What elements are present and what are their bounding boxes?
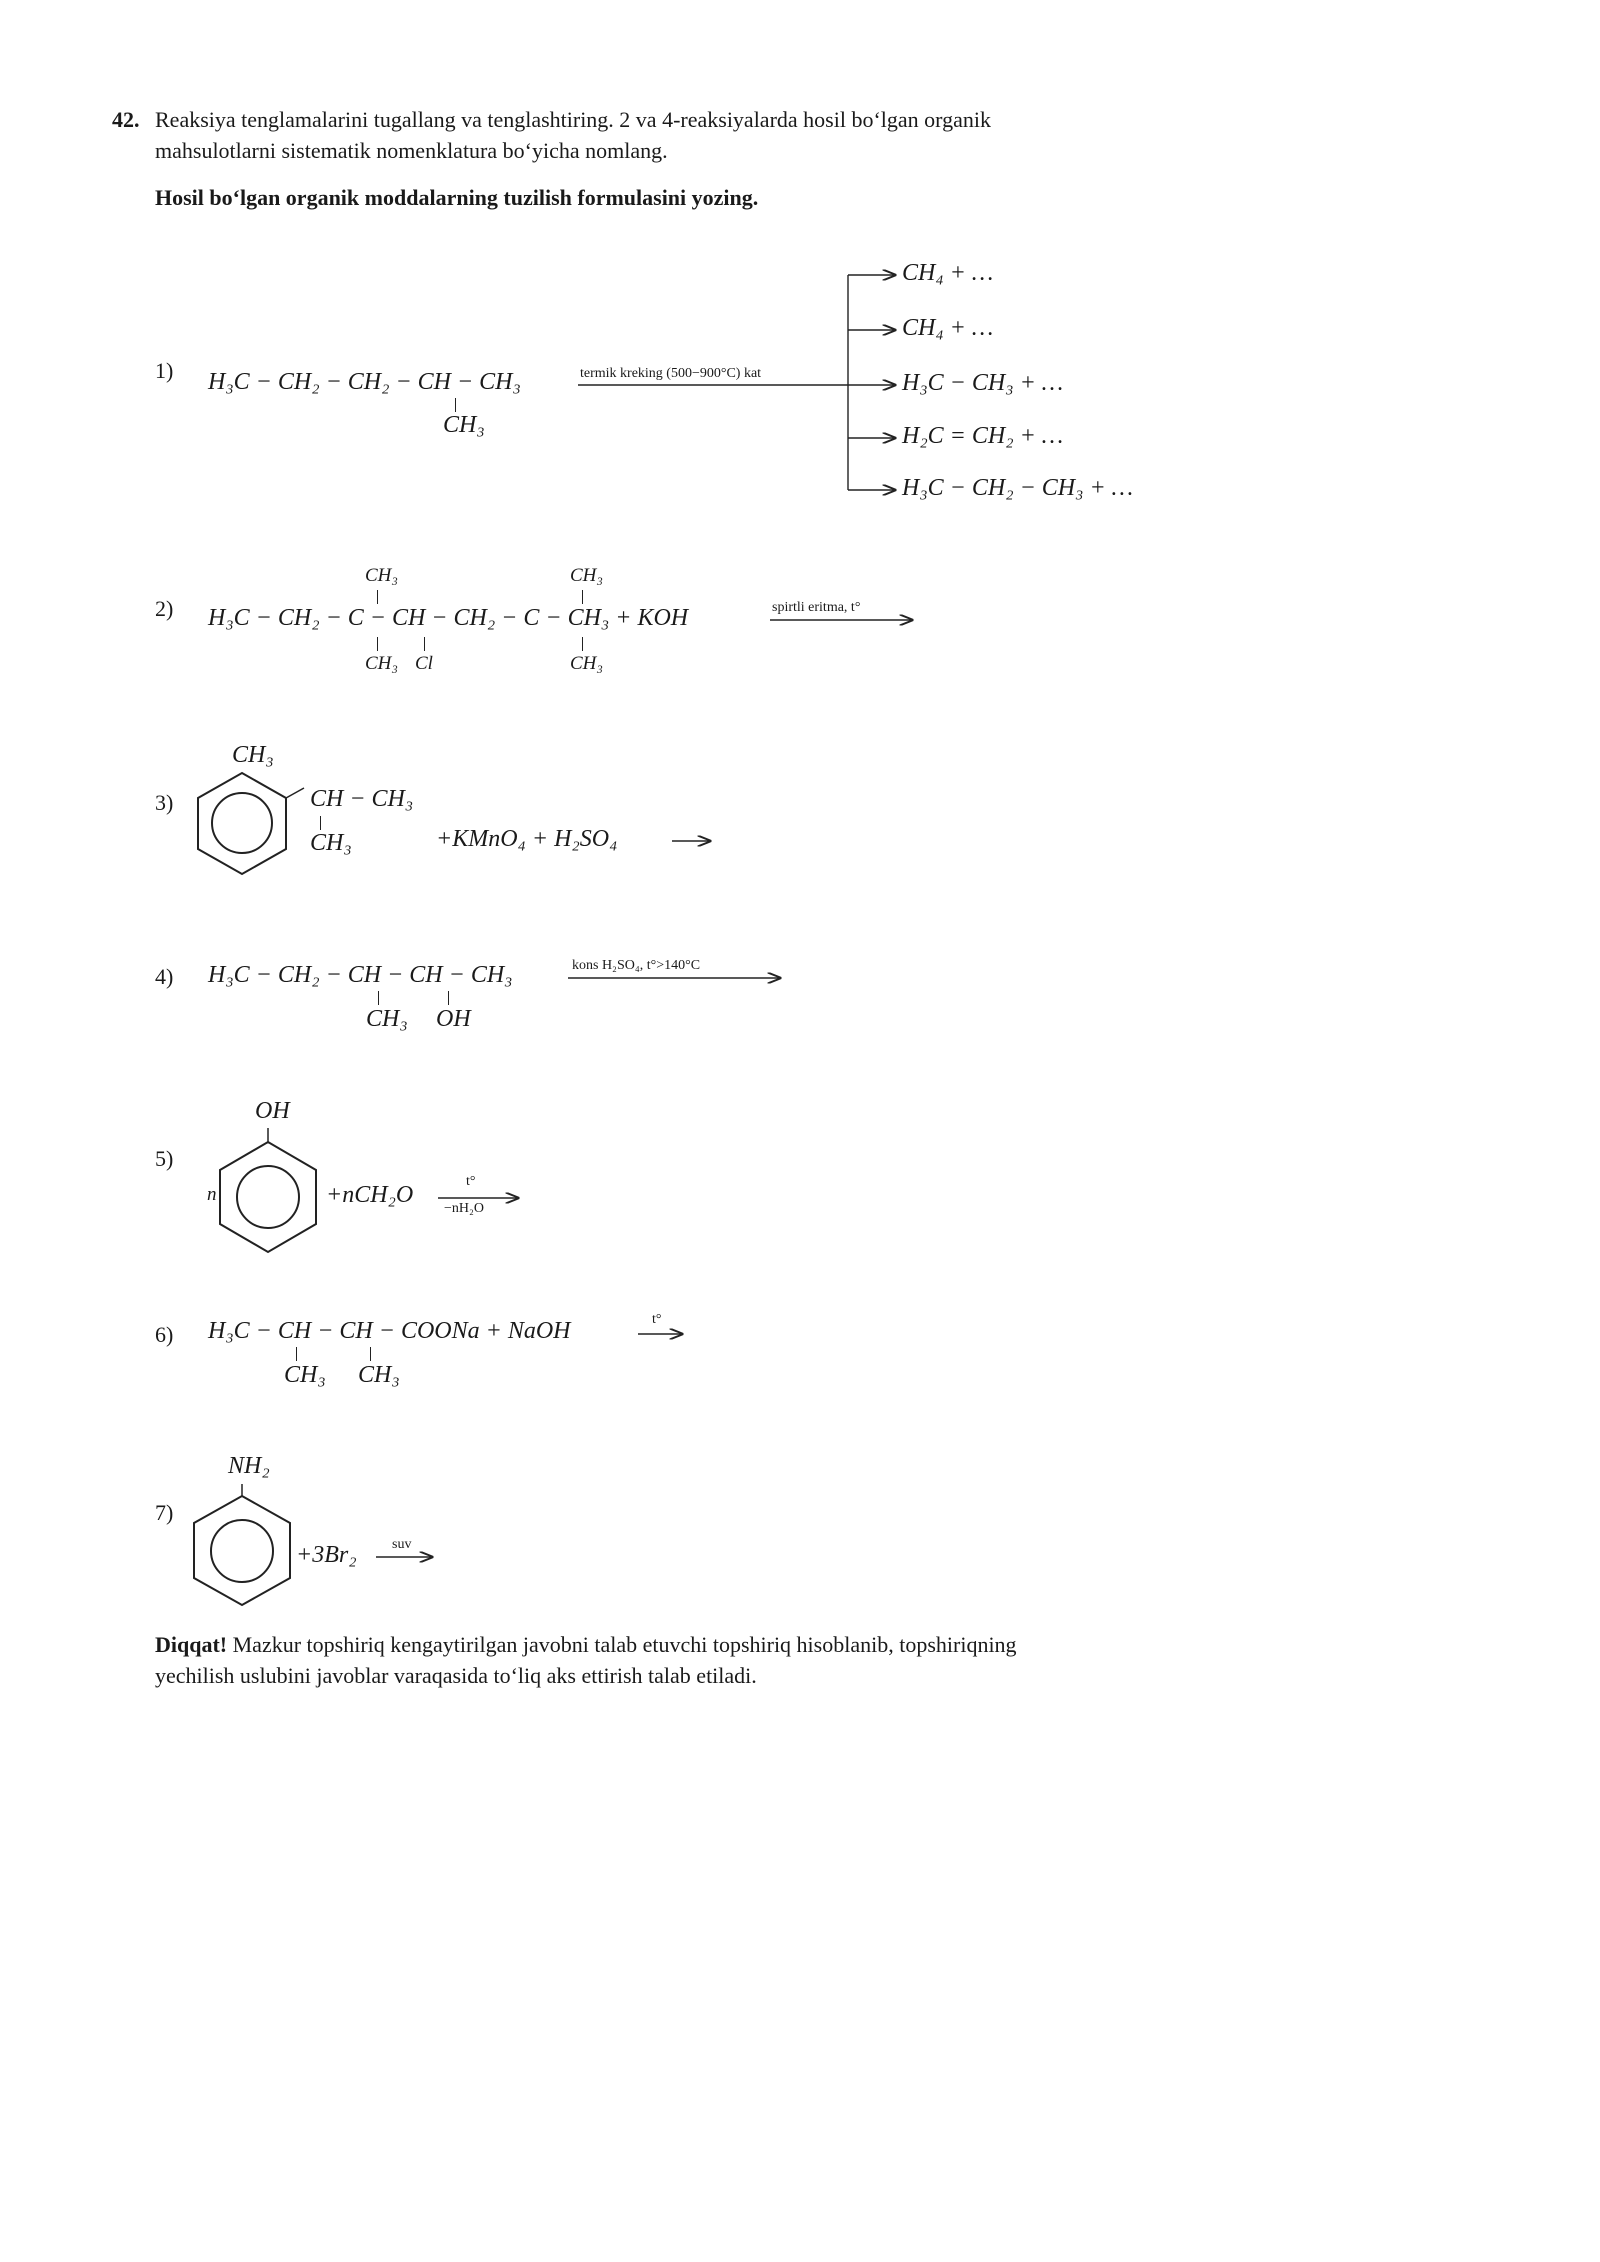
note-line-1 <box>155 1630 1017 1660</box>
reaction-7-condition: suv <box>392 1537 412 1552</box>
reaction-4-condition: kons H₂SO₄, t°>140°C <box>572 958 701 973</box>
reaction-2-bottom-3: CH₃ <box>570 653 603 674</box>
note-line-2: yechilish uslubini javoblar varaqasida to‘liq aks ettirish talab etiladi. <box>155 1663 757 1688</box>
reaction-2-condition: spirtli eritma, t° <box>772 600 861 615</box>
reaction-6-main-chain: H₃C − CH − CH − COONa + NaOH <box>208 1318 571 1344</box>
reaction-2-main-chain: H₃C − CH₂ − C − CH − CH₂ − C − CH₃ + KOH <box>208 605 689 631</box>
reaction-3-side-branch: CH₃ <box>310 830 352 856</box>
reaction-6-branch-2: CH₃ <box>358 1362 400 1388</box>
reaction-7-benzene-ring <box>194 1496 290 1605</box>
reaction-7-reagents: +3Br₂ <box>296 1542 357 1568</box>
reaction-3-label: 3) <box>155 790 174 815</box>
reaction-1-label: 1) <box>155 358 174 383</box>
reaction-3-benzene-ring <box>198 773 286 874</box>
reaction-1-product-5: H₃C − CH₂ − CH₃ + … <box>902 475 1133 501</box>
reaction-1-product-2: CH₄ + … <box>902 315 994 341</box>
reaction-2-bottom-1: CH₃ <box>365 653 398 674</box>
reaction-2-label: 2) <box>155 596 174 621</box>
note-bold: Diqqat! <box>155 1632 228 1657</box>
reaction-5-coefficient: n <box>207 1184 217 1205</box>
note-text-1: Mazkur topshiriq kengaytirilgan javobni talab etuvchi topshiriq hisoblanib, topshiriqning <box>227 1632 1017 1657</box>
reaction-5-benzene-circle <box>237 1166 299 1228</box>
task-bold-instruction: Hosil bo‘lgan organik moddalarning tuzilish formulasini yozing. <box>155 185 759 210</box>
reaction-1-product-1: CH₄ + … <box>902 260 994 286</box>
reaction-5-substituent-top: OH <box>255 1098 290 1124</box>
reaction-4-branch-2: OH <box>436 1006 471 1032</box>
reaction-4-branch-1: CH₃ <box>366 1006 408 1032</box>
reaction-3-reagents: +KMnO₄ + H₂SO₄ <box>436 826 618 852</box>
reaction-5-label: 5) <box>155 1146 174 1171</box>
reaction-5-condition-bottom: −nH₂O <box>444 1201 484 1216</box>
task-number: 42. <box>112 107 140 132</box>
reaction-2-top-2: CH₃ <box>570 565 603 586</box>
reaction-5-reagents: +nCH₂O <box>326 1182 414 1208</box>
reaction-3-side-chain: CH − CH₃ <box>310 786 414 812</box>
reaction-3-benzene-circle <box>212 793 272 853</box>
reaction-2-bottom-2: Cl <box>415 653 433 674</box>
reaction-6-label: 6) <box>155 1322 174 1347</box>
task-instruction-line1: Reaksiya tenglamalarini tugallang va tenglashtiring. 2 va 4-reaksiyalarda hosil bo‘lgan organik <box>155 107 991 132</box>
reaction-1-main-chain: H₃C − CH₂ − CH₂ − CH − CH₃ <box>208 369 521 395</box>
reaction-4-main-chain: H₃C − CH₂ − CH − CH − CH₃ <box>208 962 513 988</box>
reaction-6-condition: t° <box>652 1312 662 1327</box>
reaction-1-product-4: H₂C = CH₂ + … <box>902 423 1064 449</box>
reaction-6-branch-1: CH₃ <box>284 1362 326 1388</box>
reaction-1-branch: CH₃ <box>443 412 485 438</box>
reaction-5-benzene-ring <box>220 1142 316 1252</box>
reaction-7-substituent-top: NH₂ <box>228 1453 270 1479</box>
reaction-1-condition: termik kreking (500−900°C) kat <box>580 366 762 381</box>
reaction-1-product-3: H₃C − CH₃ + … <box>902 370 1064 396</box>
reaction-3-substituent-top: CH₃ <box>232 742 274 768</box>
task-instruction-line2: mahsulotlarni sistematik nomenklatura bo‘yicha nomlang. <box>155 138 668 163</box>
reaction-5-condition-top: t° <box>466 1174 476 1189</box>
reaction-7-benzene-circle <box>211 1520 273 1582</box>
reaction-7-label: 7) <box>155 1500 174 1525</box>
reaction-4-label: 4) <box>155 964 174 989</box>
reaction-2-top-1: CH₃ <box>365 565 398 586</box>
